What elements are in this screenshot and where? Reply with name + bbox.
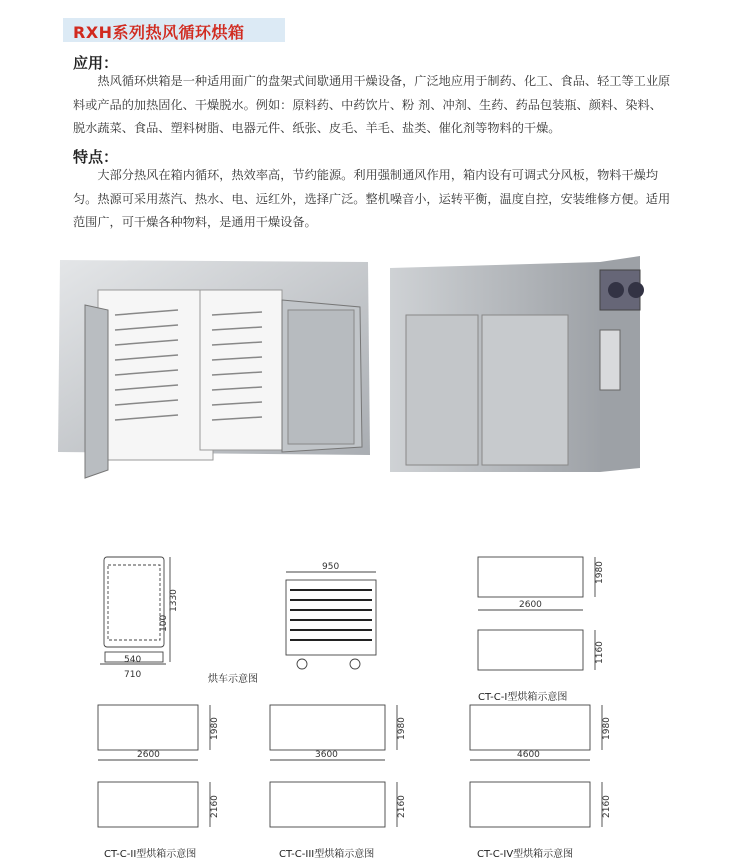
type1-h1-label: 1980 (595, 561, 605, 584)
closed-oven-photo (390, 256, 644, 472)
page-title: RXH系列热风循环烘箱 (73, 23, 245, 42)
type3-width-label: 3600 (315, 750, 338, 760)
type1-caption: CT-C-I型烘箱示意图 (478, 692, 568, 703)
open-oven-photo (58, 260, 370, 478)
application-text: 热风循环烘箱是一种适用面广的盘架式间歇通用干燥设备，广泛地应用于制药、化工、食品、轻工等工业原料或产品的加热固化、干燥脱水。例如：原料药、中药饮片、粉 剂、冲剂、生药、药品包装瓶、颜料、染料、脱水蔬菜、食品、塑料树脂、电器元件、纸张、皮毛、羊毛、盐类、催化剂等物料的干燥。 (73, 74, 671, 135)
cart-gap-label: 100 (159, 614, 169, 632)
type3-caption: CT-C-III型烘箱示意图 (279, 849, 375, 860)
application-heading: 应用： (73, 54, 119, 72)
type2-width-label: 2600 (137, 750, 160, 760)
type4-h2-label: 2160 (602, 795, 612, 818)
type4-h1-label: 1980 (602, 717, 612, 740)
features-text: 大部分热风在箱内循环，热效率高，节约能源。利用强制通风作用，箱内设有可调式分风板，物料干燥均匀。热源可采用蒸汽、热水、电、远红外，选择广泛。整机噪音小，运转平衡，温度自控，安装维修方便。适用范围广，可干燥各种物料，是通用干燥设备。 (73, 168, 671, 229)
cart-total-width-label: 710 (124, 670, 142, 680)
cart-caption: 烘车示意图 (208, 674, 258, 685)
type4-width-label: 4600 (517, 750, 540, 760)
type2-h1-label: 1980 (210, 717, 220, 740)
cart-side-width-label: 950 (322, 562, 340, 572)
type1-width-label: 2600 (519, 600, 542, 610)
type1-h2-label: 1160 (595, 641, 605, 664)
type3-h2-label: 2160 (397, 795, 407, 818)
type4-caption: CT-C-IV型烘箱示意图 (477, 849, 574, 860)
cart-height-label: 1330 (169, 589, 179, 612)
type2-caption: CT-C-II型烘箱示意图 (104, 849, 197, 860)
type3-h1-label: 1980 (397, 717, 407, 740)
type2-h2-label: 2160 (210, 795, 220, 818)
features-heading: 特点： (73, 148, 119, 166)
cart-width-label: 540 (124, 655, 142, 665)
